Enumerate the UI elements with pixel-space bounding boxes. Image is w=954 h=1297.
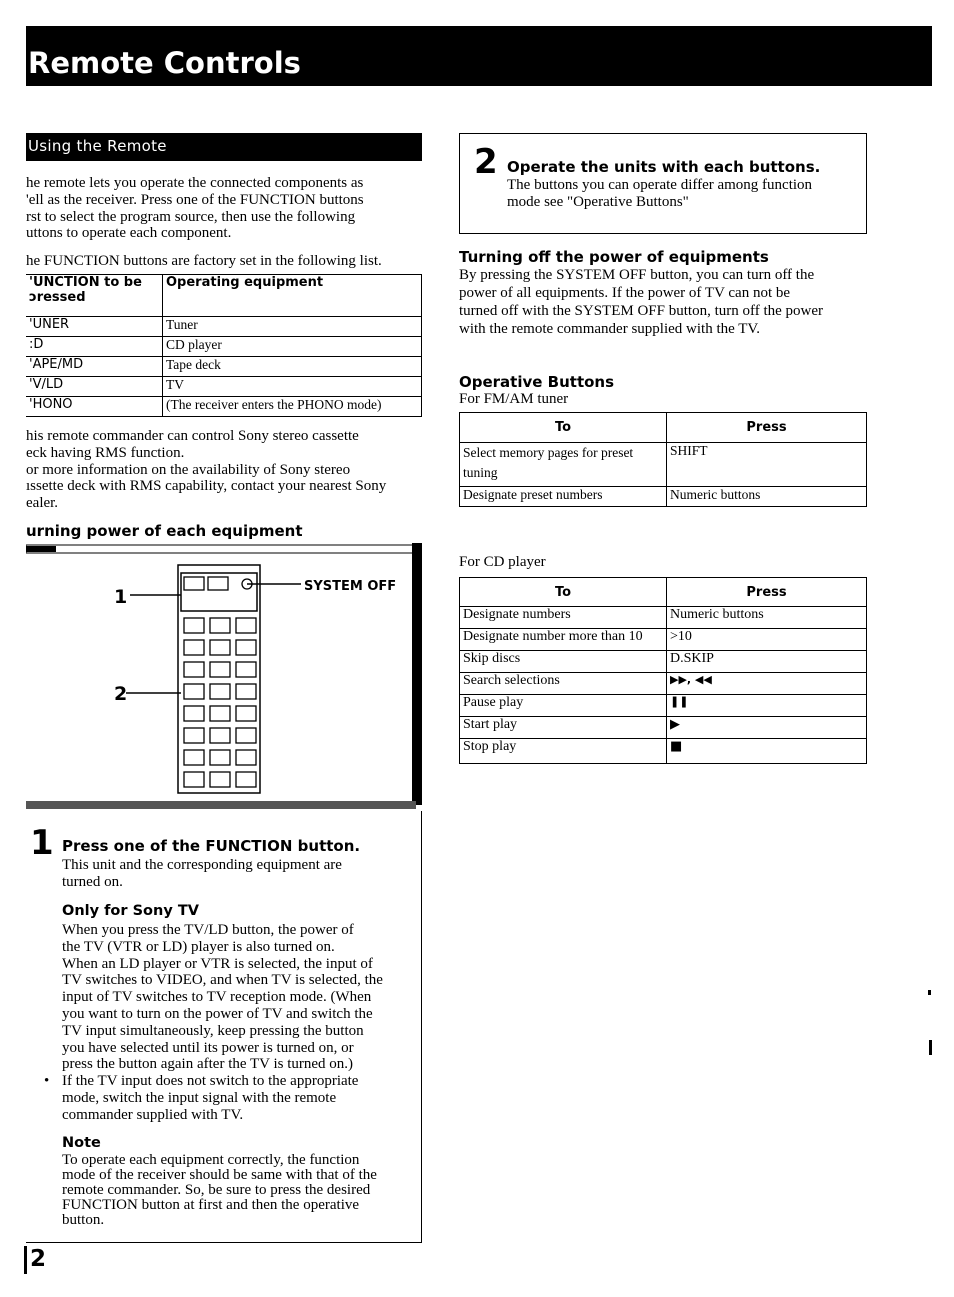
factory-line: he FUNCTION buttons are factory set in the following list. <box>26 253 382 269</box>
tuner-row-2-press: Numeric buttons <box>667 487 867 507</box>
diagram-label-1: 1 <box>114 586 128 608</box>
page-number-bar <box>24 1246 27 1274</box>
remote-illustration <box>26 543 422 811</box>
step2-text: The buttons you can operate differ among function mode see "Operative Buttons" <box>507 177 813 210</box>
power-off-text: By pressing the SYSTEM OFF button, you can turn off the power of all equipments. If the power of TV can not be turned off with the SYSTEM OFF button, turn off the power with the remote commander supplied with the TV. <box>459 267 824 337</box>
page-number: 2 <box>30 1246 47 1272</box>
system-off-label: SYSTEM OFF <box>304 579 397 594</box>
tuner-row-1-press: SHIFT <box>667 443 867 487</box>
margin-mark <box>928 990 931 995</box>
cd-header-to: To <box>460 578 667 607</box>
tuner-row-1-to: Select memory pages for preset tuning <box>460 443 667 487</box>
tuner-label: For FM/AM tuner <box>459 391 569 407</box>
tuner-header-press: Press <box>667 413 867 443</box>
note-heading: Note <box>62 1135 101 1151</box>
intro-text: he remote lets you operate the connected components as 'ell as the receiver. Press one of the FUNCTION buttons rst to select the program source, then use the following uttons to operate each component. <box>26 175 364 242</box>
turning-heading: urning power of each equipment <box>26 522 303 540</box>
diagram-label-2: 2 <box>114 683 128 705</box>
note-text: To operate each equipment correctly, the function mode of the receiver should be same with that of the remote commander. So, be sure to press the desired FUNCTION button at first and then the operative button. <box>62 1152 377 1228</box>
step2-number: 2 <box>474 142 498 182</box>
function-table-header-2: Operating equipment <box>163 275 422 317</box>
function-table: 'UNCTION to be ɔressed Operating equipment 'UNER Tuner :D CD player 'APE/MD Tape deck 'V/LD TV 'HONO (The receiver enters the PHONO mode) <box>26 274 422 417</box>
section-title: Using the Remote <box>26 133 422 161</box>
remote-diagram <box>26 543 422 811</box>
tuner-header-to: To <box>460 413 667 443</box>
cd-header-press: Press <box>667 578 867 607</box>
margin-mark <box>929 1040 932 1055</box>
function-table-header-1: 'UNCTION to be ɔressed <box>26 275 163 317</box>
rms-text: his remote commander can control Sony stereo cassette eck having RMS function. or more information on the availability of Sony stereo ıssette deck with RMS capability, contact your nearest Sony ealer. <box>26 428 387 512</box>
sony-tv-heading: Only for Sony TV <box>62 903 199 919</box>
step1-number: 1 <box>30 823 54 863</box>
bullet-text: If the TV input does not switch to the appropriate mode, switch the input signal with the remote commander supplied with TV. <box>62 1073 359 1123</box>
cd-label: For CD player <box>459 554 546 570</box>
tuner-row-2-to: Designate preset numbers <box>460 487 667 507</box>
tuner-table <box>459 412 867 507</box>
step2-title: Operate the units with each buttons. <box>507 158 821 176</box>
power-off-heading: Turning off the power of equipments <box>459 248 769 266</box>
operative-heading: Operative Buttons <box>459 373 615 391</box>
step1-title: Press one of the FUNCTION button. <box>62 837 361 855</box>
page-header: Remote Controls <box>26 26 932 86</box>
sony-tv-text: When you press the TV/LD button, the power of the TV (VTR or LD) player is also turned on. When an LD player or VTR is selected, the input of TV switches to VIDEO, and when TV is selected, the input of TV switches to TV reception mode. (When you want to turn on the power of TV and switch the TV input simultaneously, keep pressing the button you have selected until its power is turned on, or press the button again after the TV is turned on.) <box>62 922 383 1073</box>
bullet-icon: • <box>44 1073 50 1089</box>
cd-table: To Press Designate numbers Numeric buttons Designate number more than 10 >10 Skip discs D.SKIP Search selections ▶▶, ◀◀ Pause play ❚❚ Start play ▶ Stop play ■ <box>459 577 867 764</box>
step1-text: This unit and the corresponding equipment are turned on. <box>62 857 342 890</box>
